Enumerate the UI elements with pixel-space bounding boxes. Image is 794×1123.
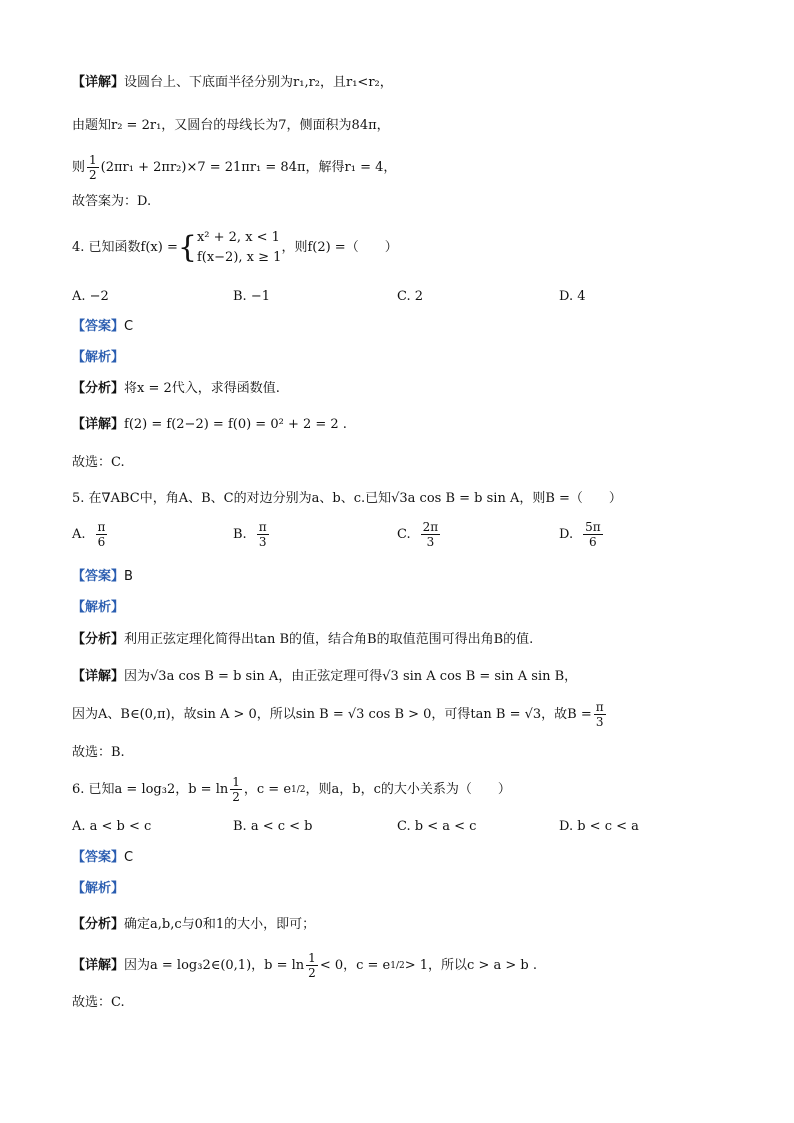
- option-d: D. b < c < a: [559, 819, 639, 834]
- detail-text: f(2) = f(2−2) = f(0) = 0² + 2 = 2 .: [124, 417, 347, 432]
- question-text: ，则a，b，c的大小关系为（ ）: [305, 781, 511, 797]
- detail-line-2: [72, 701, 608, 728]
- option-b: B. −1: [233, 289, 270, 304]
- question-text: 4. 已知函数f(x) =: [72, 240, 178, 255]
- analysis-tag: 【解析】: [72, 881, 125, 896]
- fenxi-line: [72, 916, 315, 934]
- detail-line: [72, 416, 347, 434]
- fraction-denominator: 3: [426, 535, 435, 549]
- detail-line: [72, 952, 537, 979]
- fraction-numerator: 1: [308, 951, 316, 965]
- question-text: ，c = e: [243, 781, 292, 797]
- answer-line: [72, 318, 133, 336]
- fraction: [594, 701, 606, 728]
- question-6-stem: [72, 776, 511, 803]
- option-label: D.: [559, 526, 574, 542]
- answer-tag: 【答案】: [72, 850, 125, 865]
- fenxi-text: 将x = 2代入，求得函数值.: [124, 381, 280, 396]
- analysis-line: [72, 349, 124, 367]
- detail-text: 由题知r₂ = 2r₁，又圆台的母线长为7，侧面积为84π，: [72, 118, 390, 133]
- final-answer: 故选：C.: [72, 455, 125, 470]
- final-answer-line: [72, 454, 125, 472]
- detail-tag: 【详解】: [72, 417, 125, 432]
- option-a: A. −2: [72, 289, 109, 304]
- fraction-denominator: 3: [595, 715, 604, 729]
- fraction-numerator: π: [595, 700, 604, 714]
- detail-tag: 【详解】: [72, 75, 125, 90]
- detail-text: 设圆台上、下底面半径分别为r₁,r₂，且r₁<r₂，: [124, 75, 393, 90]
- piecewise-cases: [197, 228, 281, 268]
- case-1: x² + 2, x < 1: [196, 230, 280, 245]
- option-c: C. b < a < c: [397, 819, 477, 834]
- final-answer: 故答案为：D.: [72, 194, 152, 209]
- option-d: D. 4: [559, 289, 586, 304]
- answer-line: [72, 849, 133, 867]
- fenxi-text: 利用正弦定理化简得出tan B的值，结合角B的取值范围可得出角B的值.: [124, 632, 534, 647]
- answer-tag: 【答案】: [72, 319, 125, 334]
- answer-value: B: [124, 569, 133, 584]
- answer-line: [72, 568, 133, 586]
- detail-text: 因为A、B∈(0,π)，故sin A > 0，所以sin B = √3 cos B > 0，可得tan B = √3，故B =: [72, 706, 592, 722]
- question-5-stem: [72, 490, 622, 508]
- fenxi-tag: 【分析】: [72, 632, 125, 647]
- option-d: [559, 521, 605, 548]
- detail-line-2: [72, 117, 390, 135]
- fraction-numerator: 2π: [422, 520, 439, 534]
- fraction-numerator: 1: [232, 775, 240, 789]
- detail-tag: 【详解】: [72, 669, 125, 684]
- detail-line: [72, 668, 577, 686]
- option-b: B. a < c < b: [233, 819, 313, 834]
- detail-text: 因为a = log₃2∈(0,1)，b = ln: [124, 957, 305, 973]
- detail-text: < 0，c = e: [319, 957, 391, 973]
- fenxi-line: [72, 380, 280, 398]
- detail-text: (2πr₁ + 2πr₂)×7 = 21πr₁ = 84π，解得r₁ = 4，: [100, 160, 397, 175]
- fraction-denominator: 2: [232, 790, 240, 804]
- analysis-line: [72, 599, 124, 617]
- fraction: [230, 776, 242, 803]
- fraction-numerator: 1: [89, 153, 97, 167]
- exponent: 1/2: [390, 960, 405, 971]
- option-label: C.: [397, 526, 411, 542]
- fraction-numerator: π: [258, 520, 267, 534]
- option-b: [233, 521, 271, 548]
- fraction: [583, 521, 603, 548]
- final-answer-line: [72, 744, 125, 762]
- detail-line-3: [72, 154, 396, 181]
- case-2: f(x−2), x ≥ 1: [196, 250, 282, 265]
- left-brace-icon: {: [177, 230, 197, 265]
- fenxi-tag: 【分析】: [72, 381, 125, 396]
- fraction: [421, 521, 441, 548]
- answer-tag: 【答案】: [72, 569, 125, 584]
- fenxi-text: 确定a,b,c与0和1的大小，即可；: [124, 917, 316, 932]
- analysis-tag: 【解析】: [72, 350, 125, 365]
- option-label: A.: [72, 526, 86, 542]
- fraction: [257, 521, 269, 548]
- option-a: A. a < b < c: [72, 819, 152, 834]
- question-text: ，则f(2) =（ ）: [281, 240, 398, 255]
- option-c: [397, 521, 442, 548]
- detail-tag: 【详解】: [72, 957, 125, 973]
- detail-text: 因为√3a cos B = b sin A，由正弦定理可得√3 sin A cos B = sin A sin B，: [124, 669, 578, 684]
- fraction-numerator: π: [97, 520, 106, 534]
- fraction-denominator: 6: [589, 535, 597, 549]
- fenxi-tag: 【分析】: [72, 917, 125, 932]
- question-text: 6. 已知a = log₃2，b = ln: [72, 781, 229, 797]
- fraction-denominator: 2: [89, 168, 97, 182]
- final-answer-line: [72, 994, 125, 1012]
- fraction: [87, 154, 99, 181]
- fraction-numerator: 5π: [585, 520, 601, 534]
- fraction-denominator: 2: [308, 966, 316, 980]
- question-text: 5. 在∇ABC中，角A、B、C的对边分别为a、b、c.已知√3a cos B = b sin A，则B =（ ）: [72, 491, 622, 506]
- answer-value: C: [124, 319, 134, 334]
- detail-line-1: [72, 74, 393, 92]
- detail-text: 则: [72, 160, 86, 175]
- answer-value: C: [124, 850, 134, 865]
- final-answer-line: [72, 193, 151, 211]
- exponent: 1/2: [291, 784, 306, 795]
- fraction-denominator: 6: [97, 535, 106, 549]
- analysis-line: [72, 880, 124, 898]
- fraction: [96, 521, 108, 548]
- fraction-denominator: 3: [258, 535, 267, 549]
- final-answer: 故选：B.: [72, 745, 125, 760]
- option-label: B.: [233, 526, 247, 542]
- analysis-tag: 【解析】: [72, 600, 125, 615]
- fenxi-line: [72, 631, 533, 649]
- fraction: [306, 952, 318, 979]
- detail-text: > 1，所以c > a > b .: [404, 957, 537, 973]
- option-a: [72, 521, 109, 548]
- final-answer: 故选：C.: [72, 995, 125, 1010]
- question-4-stem: [72, 228, 398, 268]
- option-c: C. 2: [397, 289, 424, 304]
